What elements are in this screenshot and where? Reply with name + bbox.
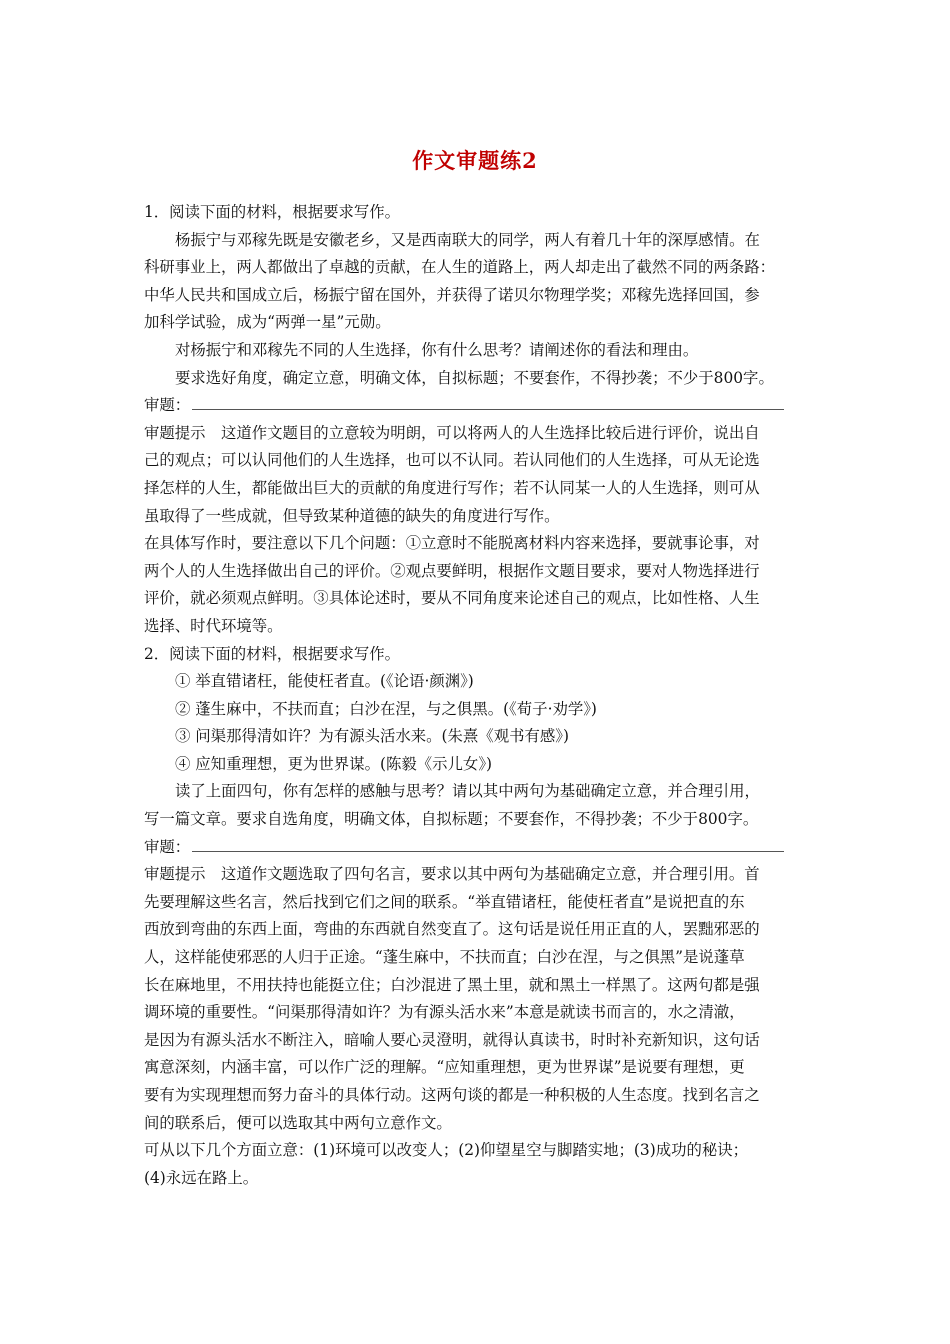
document-body <box>144 199 816 1192</box>
q1-requirement: 要求选好角度，确定立意，明确文体，自拟标题；不要套作，不得抄袭；不少于800字。 <box>175 368 774 387</box>
q1-question: 对杨振宁和邓稼先不同的人生选择，你有什么思考？请阐述你的看法和理由。 <box>175 340 699 359</box>
q1-material-line: 科研事业上，两人都做出了卓越的贡献，在人生的道路上，两人却走出了截然不同的两条路： <box>144 258 776 277</box>
q2-quote: ④ 应知重理想，更为世界谋。(陈毅《示儿女》) <box>175 754 493 773</box>
q1-hint-line: 己的观点；可以认同他们的人生选择，也可以不认同。若认同他们的人生选择，可从无论选 <box>144 451 760 470</box>
q1-hint-line: 审题提示 这道作文题目的立意较为明朗，可以将两人的人生选择比较后进行评价，说出自 <box>144 423 760 442</box>
q2-hint-line: (4)永远在路上。 <box>144 1168 259 1187</box>
q2-hint-line: 调环境的重要性。“问渠那得清如许？为有源头活水来”本意是就读书而言的，水之清澈， <box>144 1003 745 1022</box>
q2-review-label: 审题： <box>144 837 191 856</box>
q2-hint-line: 审题提示 这道作文题选取了四句名言，要求以其中两句为基础确定立意，并合理引用。首 <box>144 865 760 884</box>
q2-hint-line: 人，这样能使邪恶的人归于正途。“蓬生麻中，不扶而直；白沙在涅，与之俱黑”是说蓬草 <box>144 948 745 967</box>
q2-hint-line: 西放到弯曲的东西上面，弯曲的东西就自然变直了。这句话是说任用正直的人，罢黜邪恶的 <box>144 920 760 939</box>
q1-material-line: 加科学试验，成为“两弹一星”元勋。 <box>144 313 391 332</box>
q2-prompt: 2．阅读下面的材料，根据要求写作。 <box>144 644 401 663</box>
document-title: 作文审题练2 <box>412 148 538 173</box>
q1-hint-line: 评价，就必须观点鲜明。③具体论述时，要从不同角度来论述自己的观点，比如性格、人生 <box>144 589 760 608</box>
q1-review-label: 审题： <box>144 396 191 415</box>
q2-hint-line: 间的联系后，便可以选取其中两句立意作文。 <box>144 1113 452 1132</box>
q2-quote: ① 举直错诸枉，能使枉者直。(《论语·颜渊》) <box>175 672 474 691</box>
q1-hint-line: 择怎样的人生，都能做出巨大的贡献的角度进行写作；若不认同某一人的人生选择，则可从 <box>144 478 760 497</box>
q1-hint-line: 选择、时代环境等。 <box>144 616 283 635</box>
q2-quote: ③ 问渠那得清如许？为有源头活水来。(朱熹《观书有感》) <box>175 727 569 746</box>
q1-hint-line: 虽取得了一些成就，但导致某种道德的缺失的角度进行写作。 <box>144 506 560 525</box>
q2-hint-line: 先要理解这些名言，然后找到它们之间的联系。“举直错诸枉，能使枉者直”是说把直的东 <box>144 892 745 911</box>
q2-task-line: 写一篇文章。要求自选角度，明确文体，自拟标题；不要套作，不得抄袭；不少于800字。 <box>144 810 759 829</box>
q1-review-row <box>144 392 816 420</box>
q1-hint-line: 在具体写作时，要注意以下几个问题：①立意时不能脱离材料内容来选择，要就事论事，对 <box>144 534 760 553</box>
q1-answer-blank[interactable] <box>192 409 784 410</box>
q2-hint-line: 要有为实现理想而努力奋斗的具体行动。这两句谈的都是一种积极的人生态度。找到名言之 <box>144 1086 760 1104</box>
q2-task-line: 读了上面四句，你有怎样的感触与思考？请以其中两句为基础确定立意，并合理引用， <box>175 782 760 801</box>
q2-hint-line: 是因为有源头活水不断注入，暗喻人要心灵澄明，就得认真读书，时时补充新知识，这句话 <box>144 1030 760 1049</box>
q2-review-row <box>144 834 816 862</box>
q1-hint-line: 两个人的人生选择做出自己的评价。②观点要鲜明，根据作文题目要求，要对人物选择进行 <box>144 561 760 580</box>
q1-prompt: 1．阅读下面的材料，根据要求写作。 <box>144 203 401 221</box>
q2-hint-line: 长在麻地里，不用扶持也能挺立住；白沙混进了黑土里，就和黑土一样黑了。这两句都是强 <box>144 975 760 994</box>
q2-answer-blank[interactable] <box>192 851 784 852</box>
q2-quote: ② 蓬生麻中，不扶而直；白沙在涅，与之俱黑。(《荀子·劝学》) <box>175 699 597 718</box>
q2-hint-line: 寓意深刻，内涵丰富，可以作广泛的理解。“应知重理想，更为世界谋”是说要有理想，更 <box>144 1058 745 1077</box>
q1-material-line: 中华人民共和国成立后，杨振宁留在国外，并获得了诺贝尔物理学奖；邓稼先选择回国，参 <box>144 285 760 304</box>
q1-material-line: 杨振宁与邓稼先既是安徽老乡，又是西南联大的同学，两人有着几十年的深厚感情。在 <box>175 230 760 249</box>
q2-hint-line: 可从以下几个方面立意：(1)环境可以改变人；(2)仰望星空与脚踏实地；(3)成功的秘诀； <box>144 1141 749 1160</box>
